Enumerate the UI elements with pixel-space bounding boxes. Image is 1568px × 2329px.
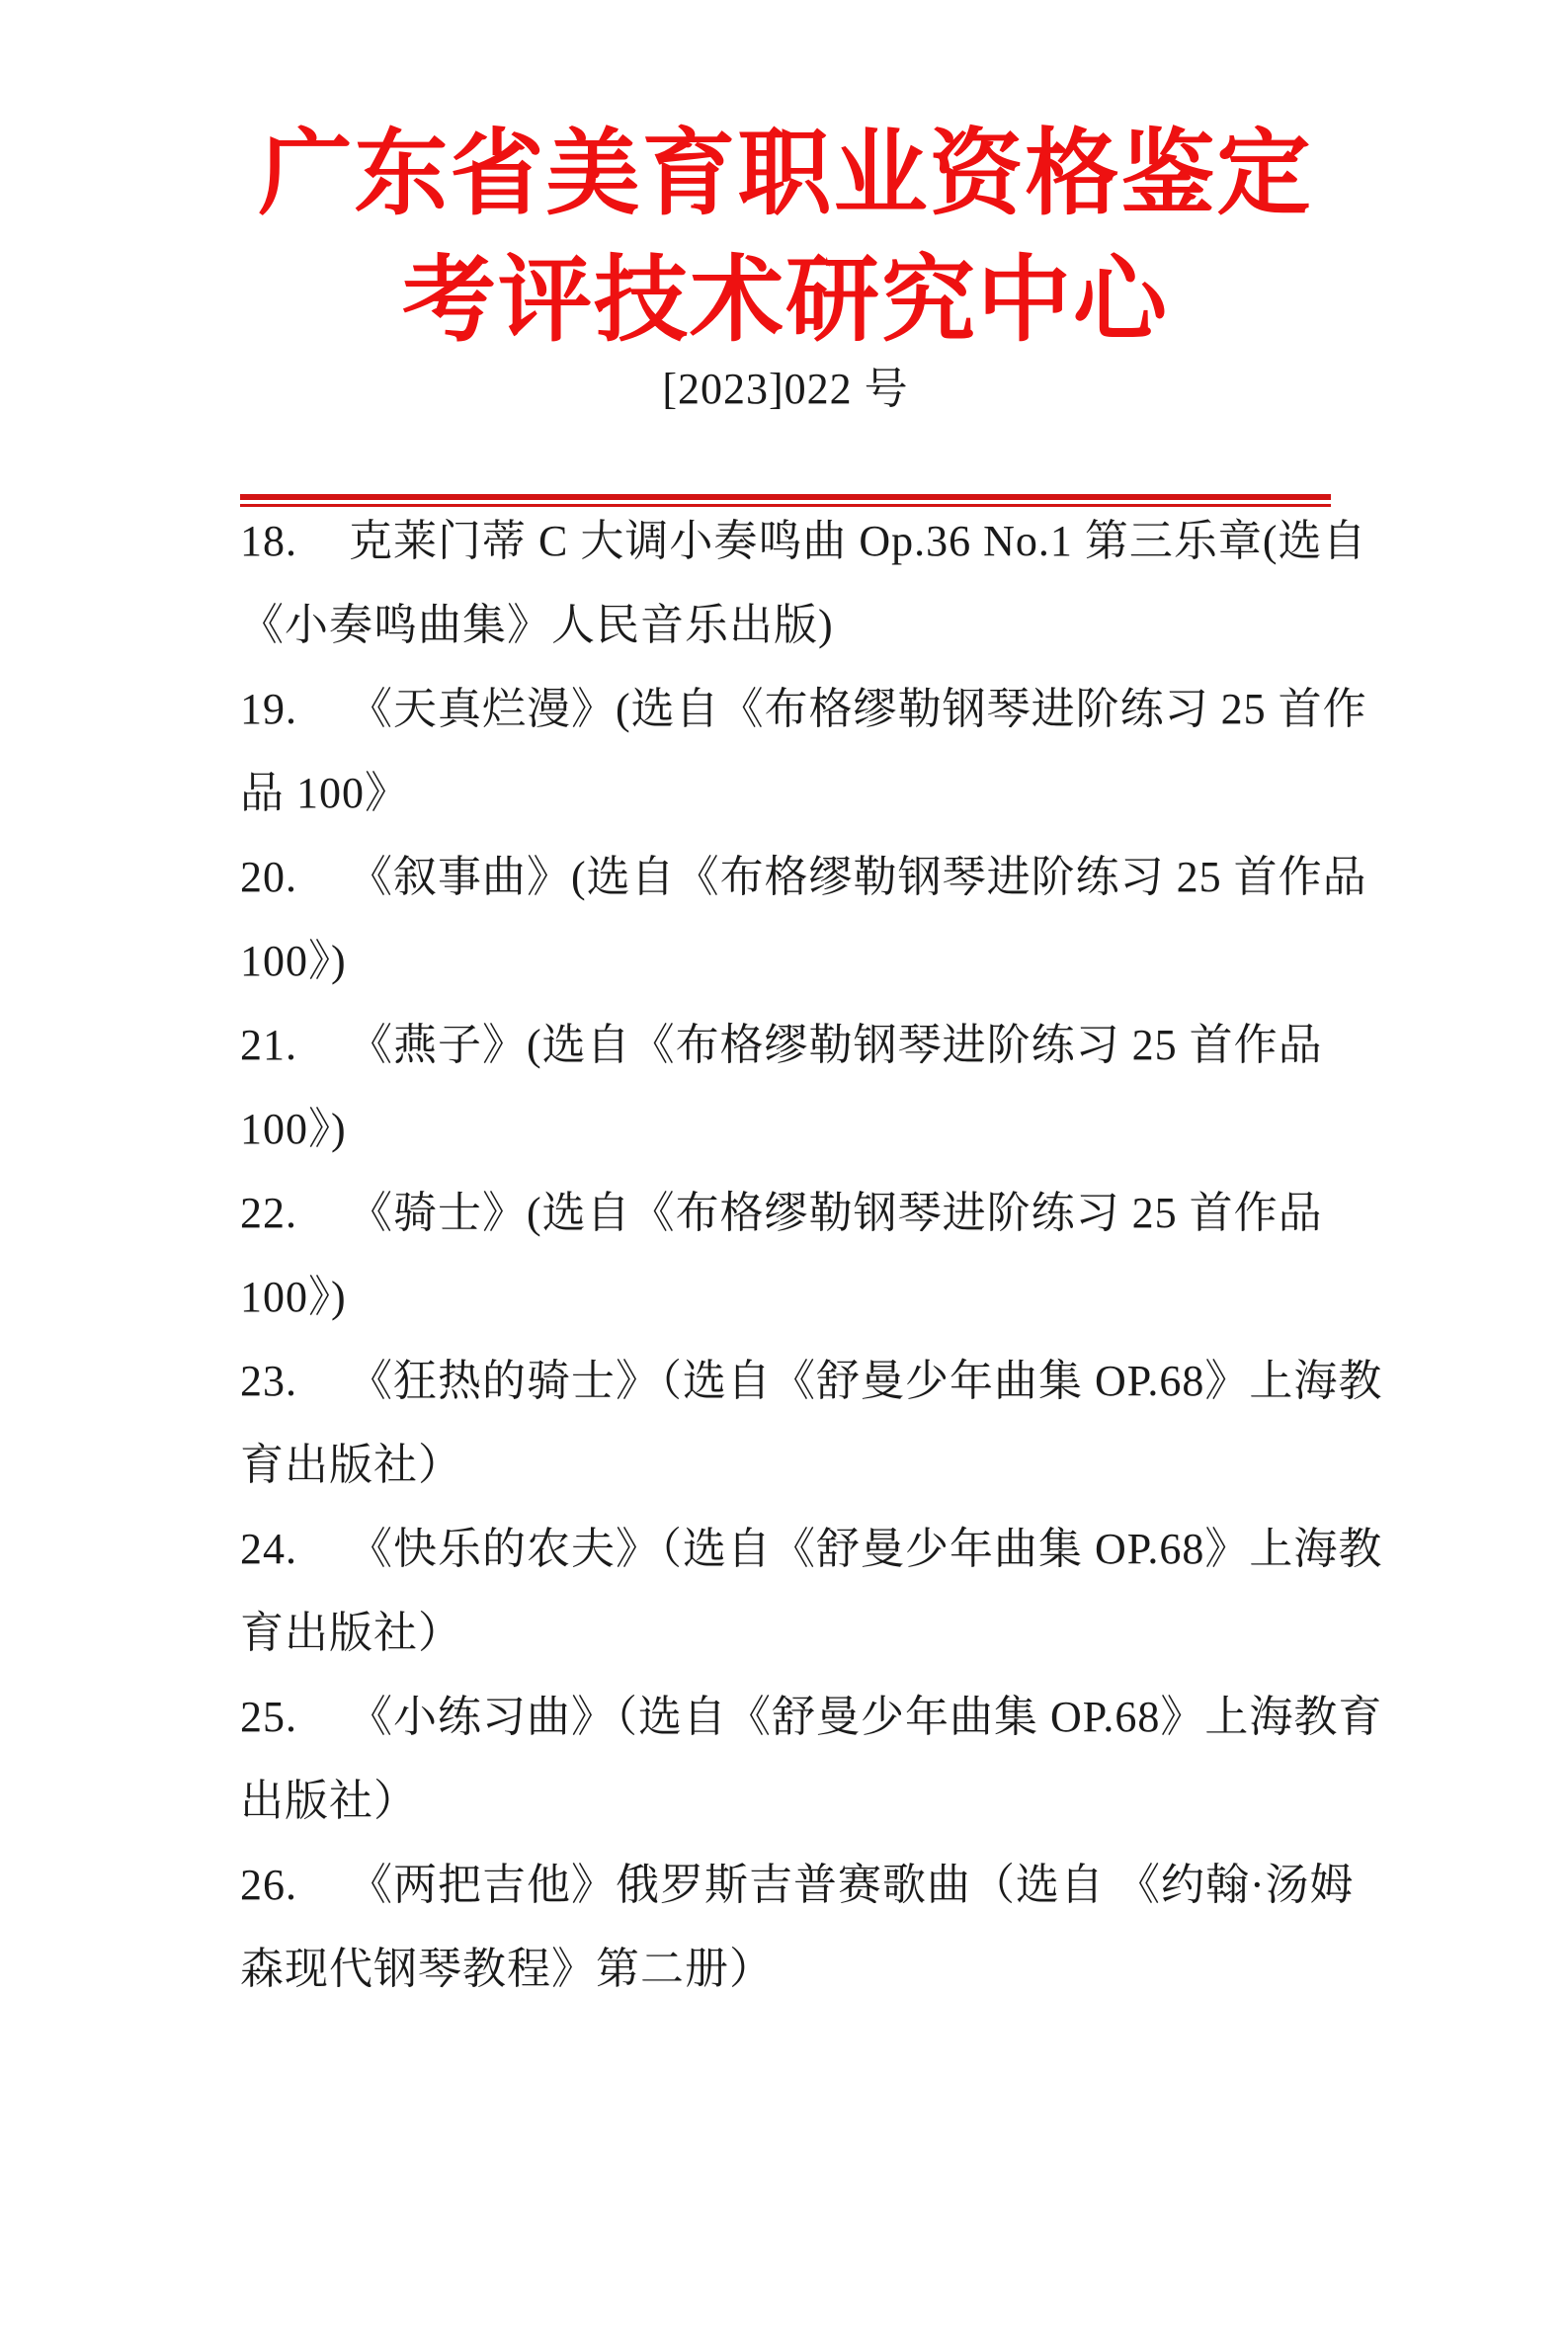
item-first-line (240, 1339, 1383, 1423)
item-first-line (240, 1171, 1331, 1255)
item-text: 《两把吉他》俄罗斯吉普赛歌曲（选自 《约翰·汤姆 (349, 1861, 1355, 1909)
item-first-line (240, 1675, 1383, 1759)
item-number: 26. (240, 1861, 297, 1909)
document-title (240, 111, 1331, 364)
document-page (240, 111, 1383, 2011)
item-number: 20. (240, 853, 297, 901)
repertoire-list (240, 499, 1383, 2011)
item-number: 24. (240, 1525, 297, 1573)
item-continuation-line: 《小奏鸣曲集》人民音乐出版) (240, 601, 834, 649)
item-continuation-line: 100》) (240, 1105, 347, 1153)
item-continuation-line: 100》) (240, 937, 347, 985)
list-item (240, 1675, 1383, 1843)
item-text: 《快乐的农夫》（选自《舒曼少年曲集 OP.68》上海教 (349, 1525, 1383, 1573)
document-title-line2: 考评技术研究中心 (401, 248, 1169, 353)
item-number: 25. (240, 1693, 297, 1741)
list-item (240, 1171, 1331, 1339)
list-item (240, 499, 1367, 667)
item-first-line (240, 499, 1367, 583)
item-number: 21. (240, 1021, 297, 1069)
item-first-line (240, 1507, 1383, 1591)
item-continuation-line: 品 100》 (240, 769, 409, 817)
document-number: [2023]022 号 (662, 365, 909, 413)
list-item (240, 1003, 1331, 1171)
document-title-line1: 广东省美育职业资格鉴定 (258, 122, 1313, 226)
list-item (240, 1339, 1383, 1507)
item-continuation-line: 出版社） (240, 1777, 418, 1825)
item-continuation-line: 100》) (240, 1273, 347, 1321)
item-text: 《叙事曲》(选自《布格缪勒钢琴进阶练习 25 首作品 (349, 853, 1367, 901)
list-item (240, 1843, 1355, 2011)
item-first-line (240, 1003, 1331, 1087)
item-number: 19. (240, 685, 297, 733)
item-continuation-line: 育出版社） (240, 1609, 462, 1657)
item-number: 22. (240, 1189, 297, 1237)
item-text: 《骑士》(选自《布格缪勒钢琴进阶练习 25 首作品 (349, 1189, 1323, 1237)
item-text: 《天真烂漫》(选自《布格缪勒钢琴进阶练习 25 首作 (349, 685, 1367, 733)
item-first-line (240, 667, 1367, 751)
list-item (240, 1507, 1383, 1675)
item-text: 克莱门蒂 C 大调小奏鸣曲 Op.36 No.1 第三乐章(选自 (349, 517, 1367, 565)
item-number: 23. (240, 1357, 297, 1405)
item-number: 18. (240, 517, 297, 565)
item-first-line (240, 835, 1367, 919)
item-text: 《小练习曲》（选自《舒曼少年曲集 OP.68》上海教育 (349, 1693, 1383, 1741)
item-continuation-line: 森现代钢琴教程》第二册） (240, 1945, 774, 1993)
item-continuation-line: 育出版社） (240, 1441, 462, 1489)
list-item (240, 667, 1367, 835)
list-item (240, 835, 1367, 1003)
item-first-line (240, 1843, 1355, 1927)
item-text: 《燕子》(选自《布格缪勒钢琴进阶练习 25 首作品 (349, 1021, 1323, 1069)
item-text: 《狂热的骑士》（选自《舒曼少年曲集 OP.68》上海教 (349, 1357, 1383, 1405)
